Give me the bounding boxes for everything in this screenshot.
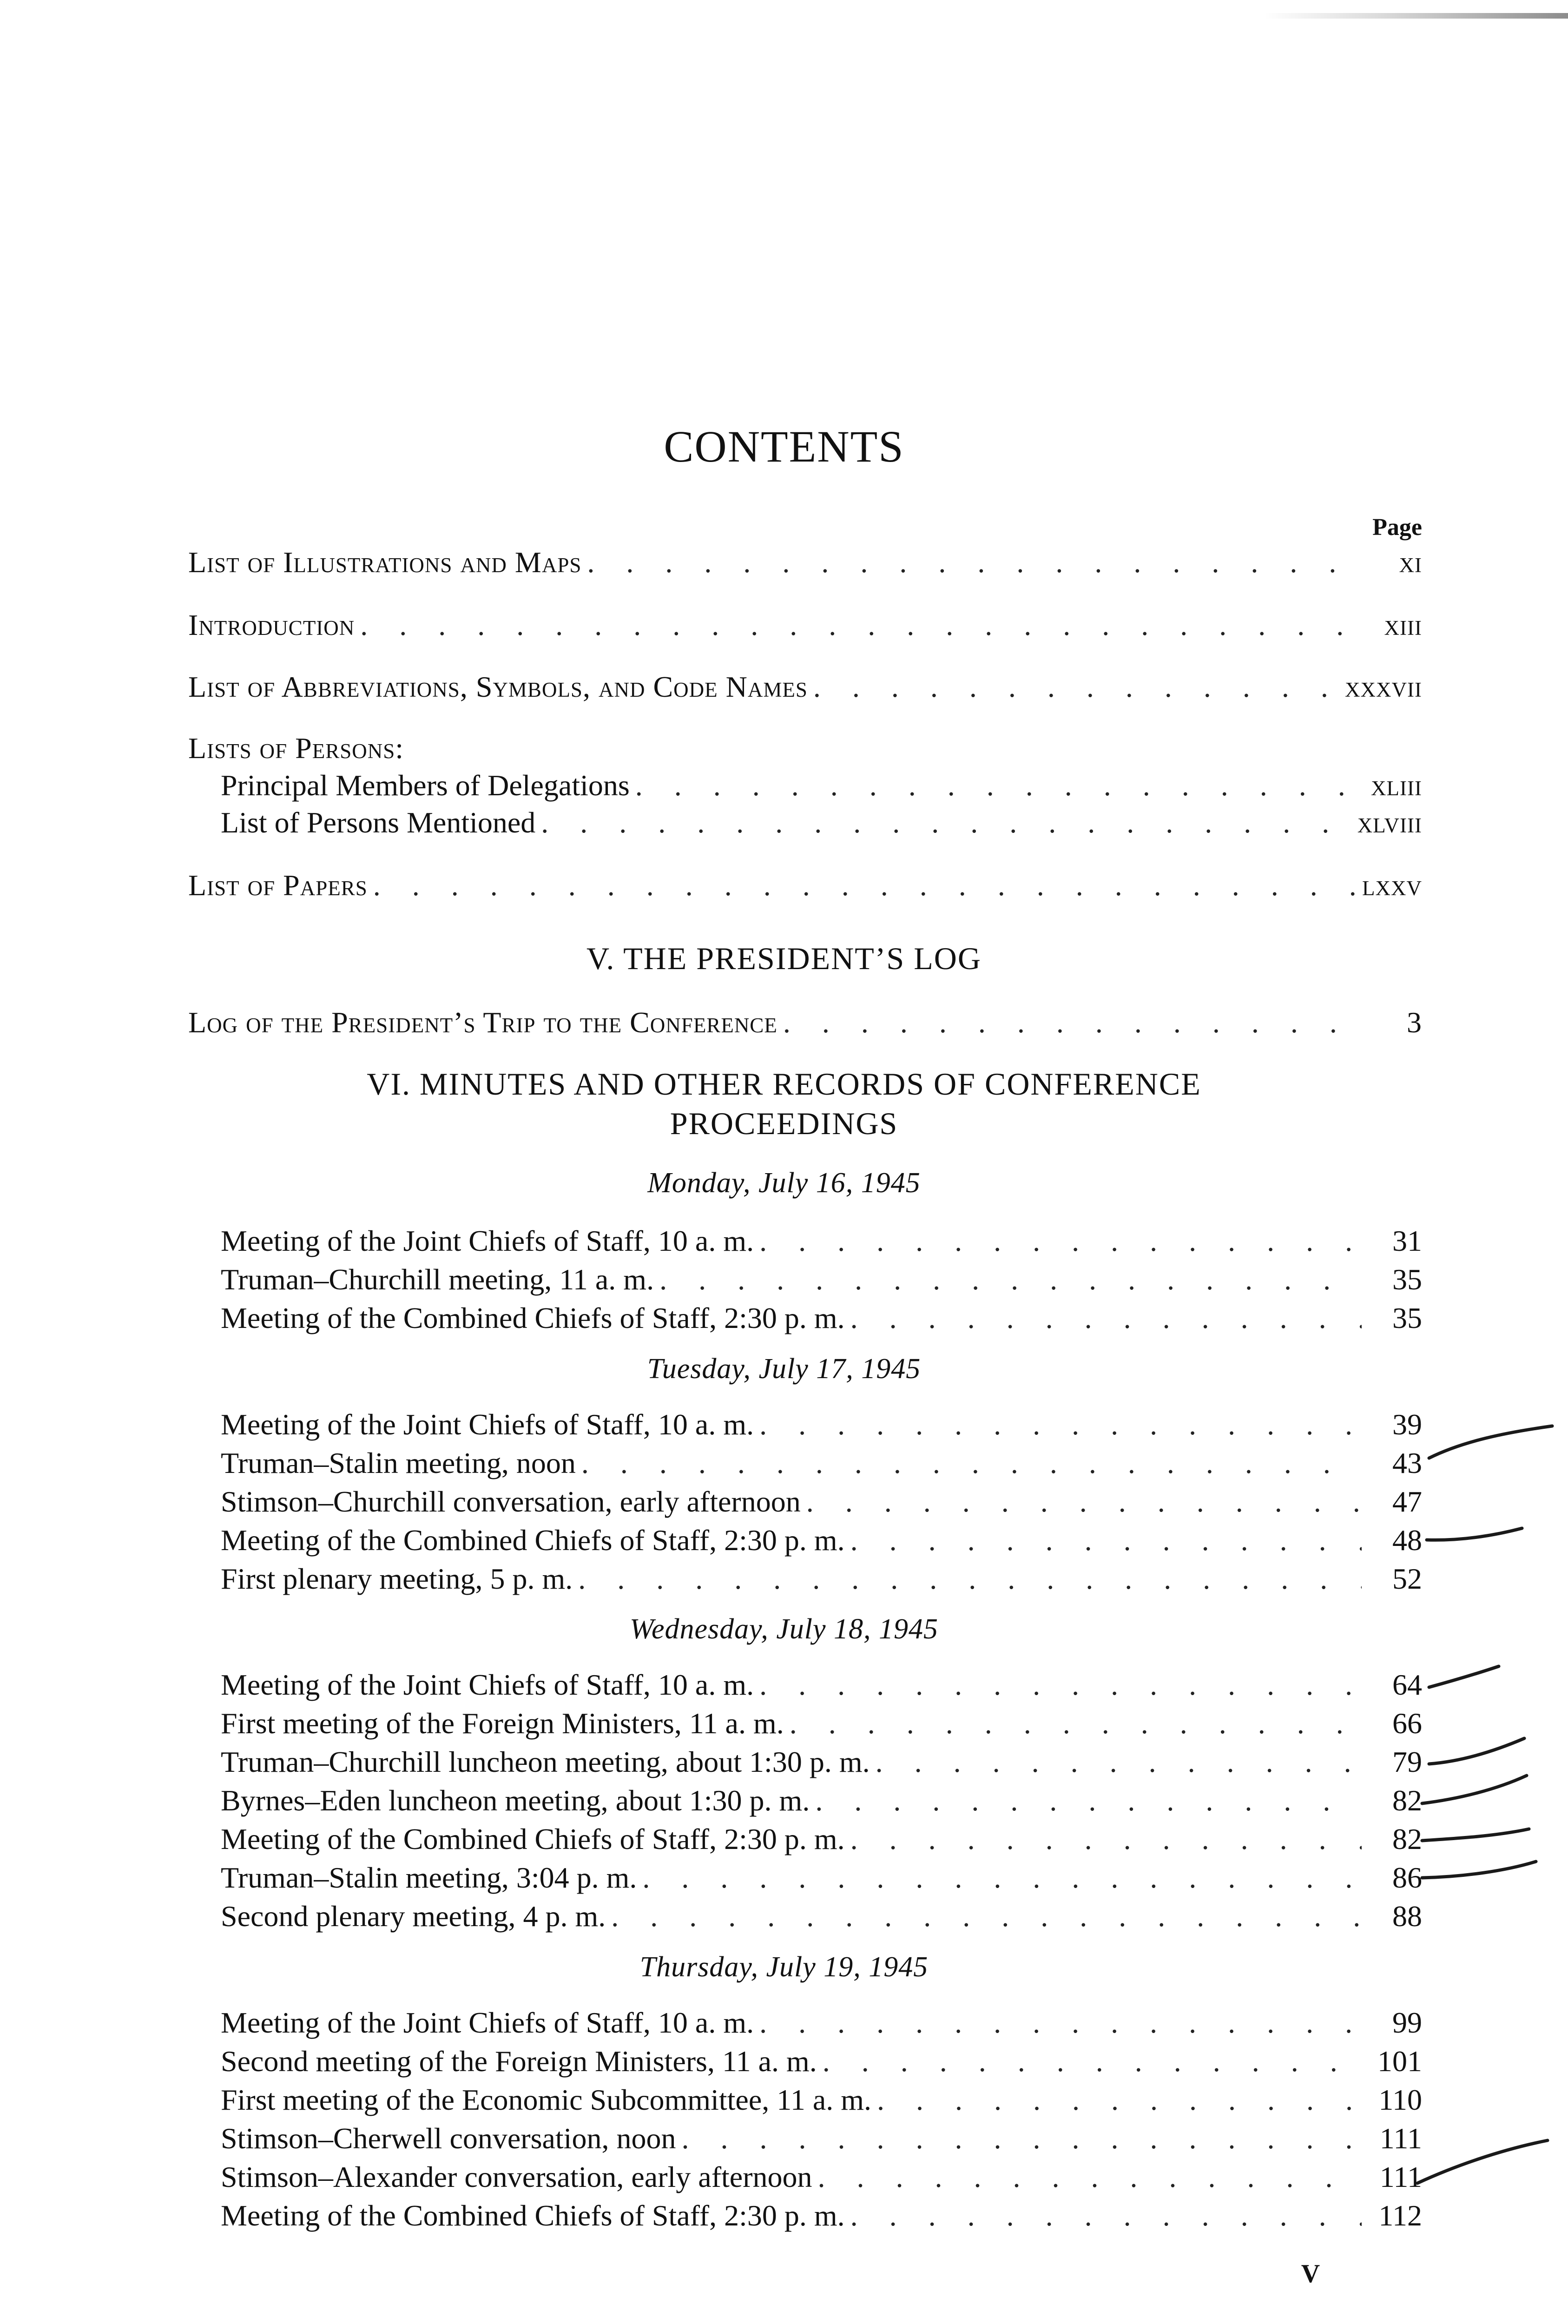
entry-label: Log of the President’s Trip to the Conference xyxy=(188,1006,777,1039)
entry-page: lxxv xyxy=(1362,869,1422,902)
toc-entry[interactable] xyxy=(221,1782,1422,1819)
entry-page: 35 xyxy=(1392,1301,1422,1334)
entry-page: 82 xyxy=(1392,1822,1422,1855)
entry-page: 86 xyxy=(1392,1861,1422,1894)
dot-leader xyxy=(817,2043,1362,2080)
dot-leader xyxy=(784,1705,1362,1742)
entry-label: List of Persons Mentioned xyxy=(221,806,536,839)
entry-label: Meeting of the Combined Chiefs of Staff, 2:30 p. m. xyxy=(221,1524,845,1557)
pen-mark xyxy=(1422,1862,1536,1878)
entry-page: 101 xyxy=(1377,2045,1422,2078)
entry-page: 112 xyxy=(1378,2199,1422,2232)
dot-leader xyxy=(870,1743,1362,1781)
entry-label: First meeting of the Economic Subcommittee, 11 a. m. xyxy=(221,2083,872,2116)
day-heading-monday: Monday, July 16, 1945 xyxy=(647,1167,921,1199)
entry-page: 110 xyxy=(1378,2083,1422,2116)
toc-entry[interactable] xyxy=(221,1821,1422,1858)
toc-entry[interactable] xyxy=(221,2081,1422,2119)
toc-entry-abbreviations[interactable] xyxy=(188,668,1422,706)
dot-leader xyxy=(535,804,1357,841)
dot-leader xyxy=(630,767,1362,804)
entry-label: Meeting of the Joint Chiefs of Staff, 10 a. m. xyxy=(221,1224,754,1257)
dot-leader xyxy=(845,2197,1362,2234)
entry-page: 99 xyxy=(1392,2006,1422,2039)
entry-page: 79 xyxy=(1392,1745,1422,1778)
toc-group-lists-of-persons xyxy=(188,730,1422,767)
dot-leader xyxy=(810,1782,1362,1819)
toc-entry[interactable] xyxy=(221,2043,1422,2080)
section-vi-heading-line2: PROCEEDINGS xyxy=(670,1106,898,1141)
pen-mark xyxy=(1429,1666,1499,1687)
entry-label: Truman–Stalin meeting, noon xyxy=(221,1446,576,1479)
dot-leader xyxy=(606,1898,1362,1935)
entry-label: List of Illustrations and Maps xyxy=(188,546,582,579)
entry-label: Truman–Stalin meeting, 3:04 p. m. xyxy=(221,1861,637,1894)
entry-page: 31 xyxy=(1392,1224,1422,1257)
entry-label: Meeting of the Combined Chiefs of Staff, 2:30 p. m. xyxy=(221,1301,845,1334)
toc-entry-introduction[interactable] xyxy=(188,607,1422,644)
entry-page: xxxvii xyxy=(1345,670,1422,703)
dot-leader xyxy=(676,2120,1362,2157)
toc-entry[interactable] xyxy=(221,2004,1422,2041)
toc-entry[interactable] xyxy=(221,1300,1422,1337)
entry-label: Byrnes–Eden luncheon meeting, about 1:30 p. m. xyxy=(221,1784,810,1817)
dot-leader xyxy=(845,1300,1362,1337)
entry-label: Lists of Persons: xyxy=(188,732,404,765)
entry-page: 111 xyxy=(1379,2160,1422,2193)
toc-entry[interactable] xyxy=(221,1898,1422,1935)
toc-entry-list-of-papers[interactable] xyxy=(188,867,1422,904)
toc-entry[interactable] xyxy=(221,1222,1422,1260)
entry-label: Meeting of the Joint Chiefs of Staff, 10 a. m. xyxy=(221,1408,754,1441)
pen-mark xyxy=(1422,1829,1529,1841)
pen-mark xyxy=(1429,1738,1524,1764)
dot-leader xyxy=(573,1560,1362,1598)
toc-entry[interactable] xyxy=(221,1705,1422,1742)
dot-leader xyxy=(581,544,1362,581)
entry-page: 47 xyxy=(1392,1485,1422,1518)
pen-mark xyxy=(1427,1528,1522,1540)
day-heading-tuesday: Tuesday, July 17, 1945 xyxy=(647,1353,921,1385)
entry-page: 88 xyxy=(1392,1900,1422,1933)
entry-page: xi xyxy=(1399,546,1422,579)
entry-label: Principal Members of Delegations xyxy=(221,769,630,802)
toc-entry[interactable] xyxy=(221,1560,1422,1598)
dot-leader xyxy=(808,668,1345,706)
toc-entry[interactable] xyxy=(221,1261,1422,1298)
entry-page: xliii xyxy=(1371,769,1422,802)
section-v-heading: V. THE PRESIDENT’S LOG xyxy=(586,941,982,976)
entry-label: List of Abbreviations, Symbols, and Code Names xyxy=(188,670,808,703)
toc-entry[interactable] xyxy=(221,1406,1422,1443)
day-heading-wednesday: Wednesday, July 18, 1945 xyxy=(630,1613,938,1645)
dot-leader xyxy=(845,1522,1362,1559)
entry-label: List of Papers xyxy=(188,869,368,902)
dot-leader xyxy=(801,1483,1362,1520)
entry-label: Meeting of the Combined Chiefs of Staff, 2:30 p. m. xyxy=(221,1822,845,1855)
dot-leader xyxy=(576,1445,1362,1482)
dot-leader xyxy=(637,1859,1362,1896)
entry-page: 66 xyxy=(1392,1707,1422,1740)
entry-label: Second plenary meeting, 4 p. m. xyxy=(221,1900,606,1933)
entry-label: First meeting of the Foreign Ministers, 11 a. m. xyxy=(221,1707,784,1740)
toc-entry-persons-mentioned[interactable] xyxy=(221,804,1422,841)
toc-entry[interactable] xyxy=(221,1522,1422,1559)
entry-label: Second meeting of the Foreign Ministers, 11 a. m. xyxy=(221,2045,817,2078)
dot-leader xyxy=(754,1222,1362,1260)
entry-page: 3 xyxy=(1407,1006,1422,1039)
toc-entry[interactable] xyxy=(221,1445,1422,1482)
toc-entry[interactable] xyxy=(221,1666,1422,1703)
page-column-label: Page xyxy=(1372,514,1422,541)
day-heading-thursday: Thursday, July 19, 1945 xyxy=(639,1951,929,1983)
entry-label: Meeting of the Combined Chiefs of Staff, 2:30 p. m. xyxy=(221,2199,845,2232)
scan-edge-mark xyxy=(1264,13,1568,19)
entry-page: 111 xyxy=(1379,2122,1422,2155)
dot-leader xyxy=(871,2081,1362,2119)
section-vi-heading-line1: VI. MINUTES AND OTHER RECORDS OF CONFERENCE xyxy=(367,1066,1201,1102)
entry-label: Meeting of the Joint Chiefs of Staff, 10 a. m. xyxy=(221,1668,754,1701)
toc-entry[interactable] xyxy=(221,1483,1422,1520)
folio-page-number: V xyxy=(1301,2259,1320,2288)
entry-label: Stimson–Cherwell conversation, noon xyxy=(221,2122,676,2155)
dot-leader xyxy=(812,2159,1362,2196)
toc-entry[interactable] xyxy=(221,1859,1422,1896)
entry-page: 48 xyxy=(1392,1524,1422,1557)
toc-entry[interactable] xyxy=(221,2120,1422,2157)
pen-mark xyxy=(1417,2140,1548,2183)
dot-leader xyxy=(845,1821,1362,1858)
entry-label: Stimson–Churchill conversation, early afternoon xyxy=(221,1485,801,1518)
entry-page: 82 xyxy=(1392,1784,1422,1817)
entry-page: 64 xyxy=(1392,1668,1422,1701)
toc-entry-presidents-log[interactable] xyxy=(188,1004,1422,1041)
dot-leader xyxy=(654,1261,1362,1298)
toc-entry-principal-members[interactable] xyxy=(221,767,1422,804)
entry-page: xiii xyxy=(1384,608,1422,641)
toc-entry-list-of-illustrations[interactable] xyxy=(188,544,1422,581)
entry-label: Stimson–Alexander conversation, early afternoon xyxy=(221,2160,812,2193)
entry-page: 35 xyxy=(1392,1263,1422,1296)
dot-leader xyxy=(754,1406,1362,1443)
entry-label: Meeting of the Joint Chiefs of Staff, 10 a. m. xyxy=(221,2006,754,2039)
entry-label: Introduction xyxy=(188,608,355,641)
entry-label: Truman–Churchill luncheon meeting, about 1:30 p. m. xyxy=(221,1745,870,1778)
entry-label: Truman–Churchill meeting, 11 a. m. xyxy=(221,1263,654,1296)
entry-page: xlviii xyxy=(1357,806,1422,839)
dot-leader xyxy=(754,1666,1362,1703)
toc-entry[interactable] xyxy=(221,1743,1422,1781)
dot-leader xyxy=(777,1004,1362,1041)
entry-page: 52 xyxy=(1392,1562,1422,1595)
dot-leader xyxy=(754,2004,1362,2041)
dot-leader xyxy=(368,867,1362,904)
pen-mark xyxy=(1422,1776,1527,1803)
entry-page: 43 xyxy=(1392,1446,1422,1479)
entry-label: First plenary meeting, 5 p. m. xyxy=(221,1562,573,1595)
toc-entry[interactable] xyxy=(221,2159,1422,2196)
toc-entry[interactable] xyxy=(221,2197,1422,2234)
dot-leader xyxy=(355,607,1362,644)
entry-page: 39 xyxy=(1392,1408,1422,1441)
page-title: CONTENTS xyxy=(664,422,904,471)
pen-mark xyxy=(1429,1426,1552,1458)
